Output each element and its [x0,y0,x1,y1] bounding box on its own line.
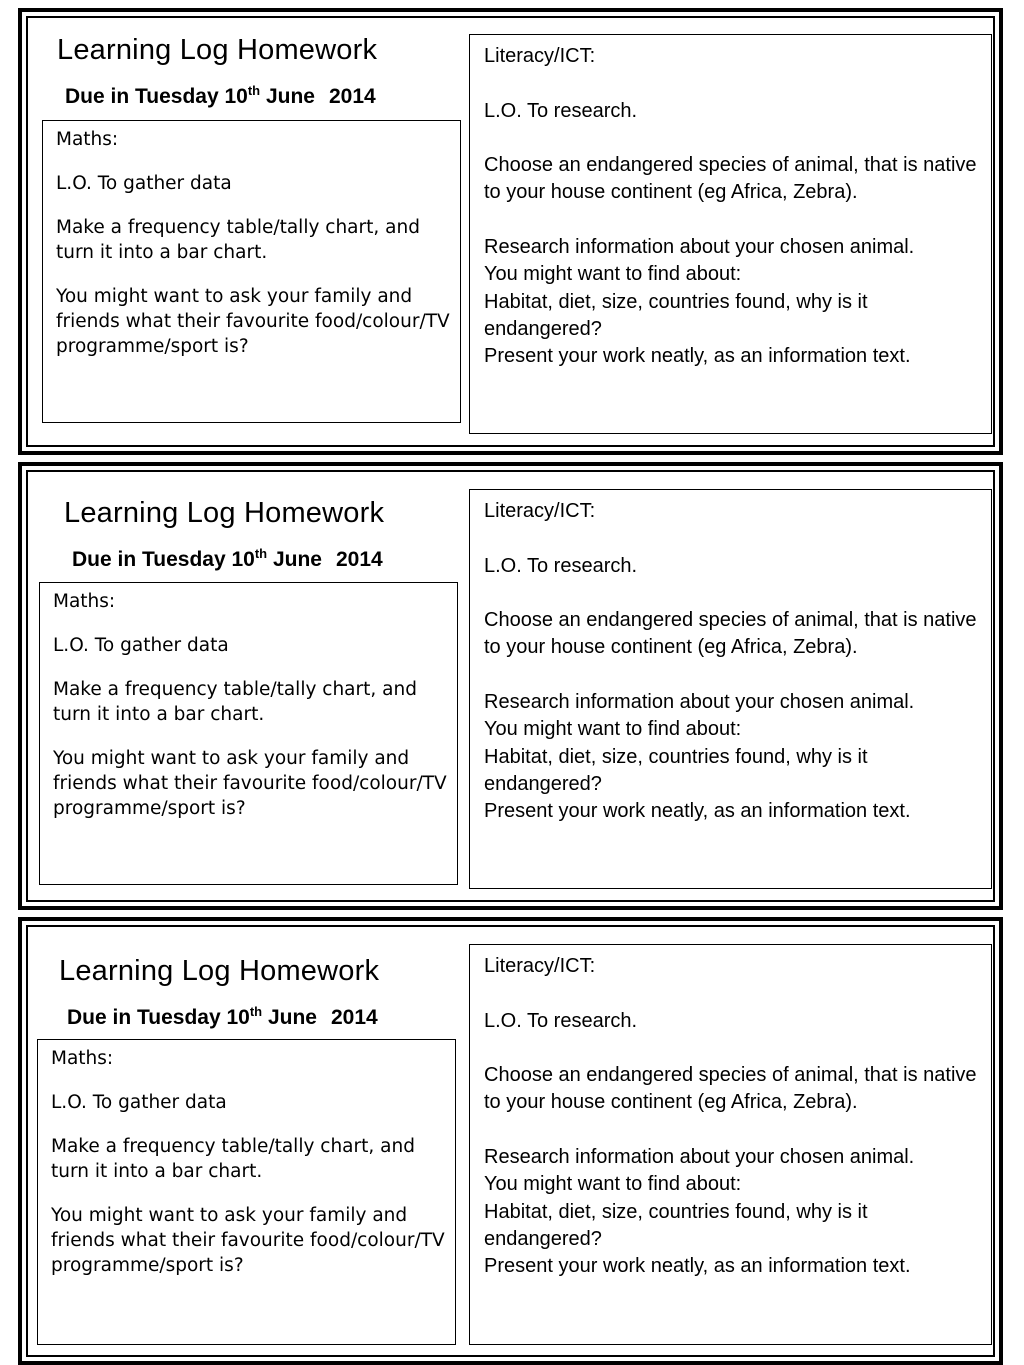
literacy-find-items: Habitat, diet, size, countries found, why is it endangered? [484,1200,868,1250]
maths-heading: Maths: [51,1048,114,1069]
due-date: Due in Tuesday 10th June 2014 [67,1004,378,1029]
literacy-present: Present your work neatly, as an information text. [484,800,911,823]
literacy-heading: Literacy/ICT: [484,955,596,977]
maths-objective: L.O. To gather data [53,635,229,656]
literacy-present: Present your work neatly, as an information text. [484,1255,911,1278]
literacy-find-intro: You might want to find about: [484,1173,742,1196]
card-title: Learning Log Homework [64,497,385,529]
homework-card-1 [18,8,1003,455]
literacy-find-items: Habitat, diet, size, countries found, why is it endangered? [484,745,868,795]
literacy-objective: L.O. To research. [484,554,638,577]
maths-task: Make a frequency table/tally chart, and turn it into a bar chart. [56,217,420,263]
literacy-research: Research information about your chosen animal. [484,236,915,259]
maths-box [39,582,458,885]
literacy-task: Choose an endangered species of animal, that is native to your house continent (eg Africa, Zebra). [484,609,977,659]
literacy-find-intro: You might want to find about: [484,263,742,286]
due-date: Due in Tuesday 10th June 2014 [65,83,376,108]
literacy-find-items: Habitat, diet, size, countries found, why is it endangered? [484,290,868,340]
maths-objective: L.O. To gather data [51,1092,227,1113]
literacy-box [469,34,992,434]
literacy-research: Research information about your chosen animal. [484,691,915,714]
maths-hint: You might want to ask your family and friends what their favourite food/colour/TV programme/sport is? [56,286,450,357]
literacy-find-intro: You might want to find about: [484,718,742,741]
maths-hint: You might want to ask your family and friends what their favourite food/colour/TV programme/sport is? [51,1205,445,1276]
maths-box [42,120,461,423]
maths-objective: L.O. To gather data [56,173,232,194]
card-title: Learning Log Homework [59,955,380,987]
maths-heading: Maths: [53,591,116,612]
maths-task: Make a frequency table/tally chart, and turn it into a bar chart. [51,1136,415,1182]
literacy-present: Present your work neatly, as an information text. [484,345,911,368]
literacy-objective: L.O. To research. [484,1009,638,1032]
literacy-heading: Literacy/ICT: [484,500,596,522]
literacy-research: Research information about your chosen animal. [484,1146,915,1169]
maths-heading: Maths: [56,129,119,150]
literacy-task: Choose an endangered species of animal, that is native to your house continent (eg Africa, Zebra). [484,1064,977,1114]
maths-hint: You might want to ask your family and friends what their favourite food/colour/TV programme/sport is? [53,748,447,819]
literacy-heading: Literacy/ICT: [484,45,596,67]
literacy-box [469,489,992,889]
homework-card-3 [18,917,1003,1365]
literacy-box [469,944,992,1345]
due-date: Due in Tuesday 10th June 2014 [72,546,383,571]
literacy-task: Choose an endangered species of animal, that is native to your house continent (eg Africa, Zebra). [484,154,977,204]
literacy-objective: L.O. To research. [484,99,638,122]
maths-task: Make a frequency table/tally chart, and turn it into a bar chart. [53,679,417,725]
maths-box [37,1039,456,1345]
card-title: Learning Log Homework [57,34,378,66]
homework-card-2 [18,462,1003,910]
